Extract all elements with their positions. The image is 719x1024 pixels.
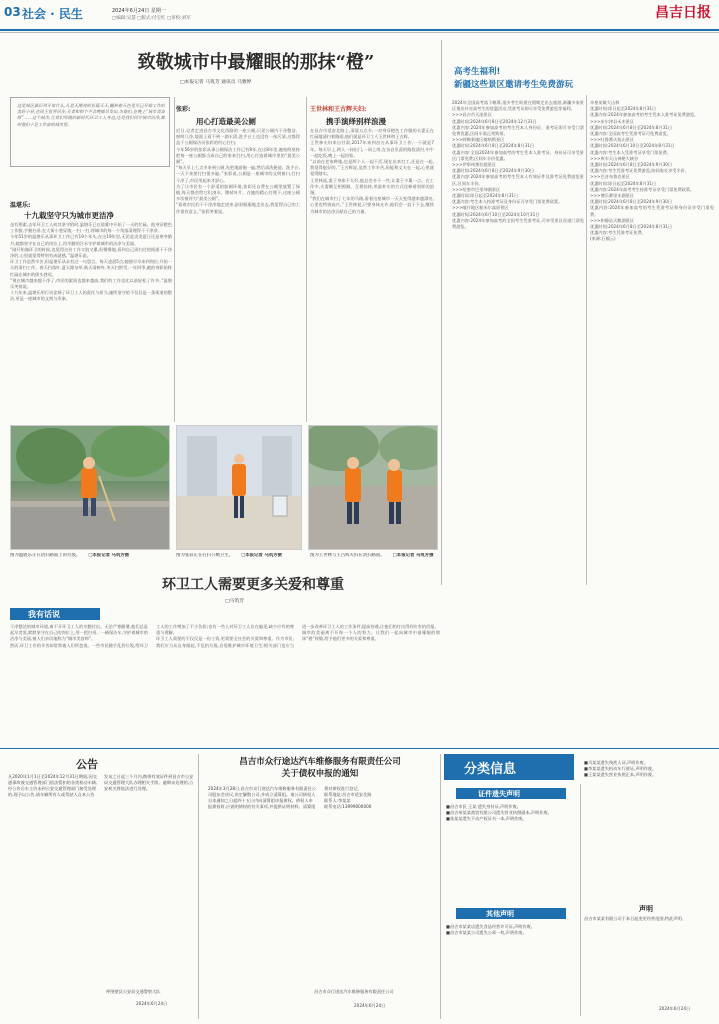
page-number: 03 xyxy=(4,5,21,19)
page-header xyxy=(0,0,719,30)
byline: □本报记者 马筑芳 通讯员 马雅婷 xyxy=(180,80,252,85)
photo2-caption xyxy=(176,553,316,559)
ads-top-rule xyxy=(0,748,719,749)
debt-box xyxy=(204,754,436,1019)
photo-toilet-cleaner xyxy=(176,425,302,550)
photo2-credit: □本报记者 马筑芳摄 xyxy=(241,553,282,558)
right-title: 高考生福利! 新疆这些景区邀请考生免费游玩 xyxy=(454,67,574,90)
classified-box xyxy=(444,754,716,1019)
photo1-credit: □本报记者 马筑芳摄 xyxy=(88,553,130,558)
photo2-caption-text: 图为张彩正在打扫公厕卫生。 xyxy=(176,553,234,558)
notice-title: 公告 xyxy=(76,758,98,771)
commentary-body: 干净整洁的城市环境,离不开环卫工人的辛勤付出。无论严寒酷暑,他们总是起早贪黑,默默坚守在自己的岗位上,用一把扫帚、一辆保洁车,守护着城市的洁净与美丽,被人们亲切地称为“城市美容师”。 然而,环卫工作的辛苦却常常被人们所忽视。一些市民随手乱扔垃圾,给环卫工人的工作增加了不少负担;也有一些人对环卫工人存在偏见,缺少应有的尊重与理解。 环卫工人需要的不仅仅是一份工资,更需要全社会的关爱和尊重。作为市民,我们应当从自身做起,不乱扔垃圾,自觉维护城市环境卫生;相关部门也应当进一步改善环卫工人的工作条件,提高待遇,让他们的付出得到应有的回报。 城市的美丽离不开每一个人的努力。让我们一起向城市中最耀眼的那抹“橙”致敬,给予他们更多的关爱和尊重。 xyxy=(10,624,440,648)
headline: 致敬城市中最耀眼的那抹“橙” xyxy=(137,52,375,73)
header-rule xyxy=(0,29,719,31)
classified-right-body: ■马某某遗失残疾人证,声明作废。 ■李某某遗失机动车行驶证,声明作废。 ■王某某遗失营业执照正本,声明作废。 xyxy=(584,760,657,777)
right-col2: 木垒英雄大山林 优惠时间:即日起至2024年8月31日 优惠内容:2024年参加高考的考生凭本人准考证免费游览。 >>>布尔津县禾木景区 优惠时间:2024年6月8日至2024年8月31日 优惠内容:全国高考生凭准考证可免费游览。 >>>吐鲁番火焰山景区 优惠时间:2024年6月10日至2024年8月31日 优惠内容:考生本人凭准考证享受门票免费。 >>>库车天山神秘大峡谷 优惠时间:2024年6月8日至2024年9月30日 优惠内容:考生凭准考证免费游览,陪同家长享受半价。 >>>巴音布鲁克景区 优惠时间:即日起至2024年8月31日 优惠内容:2024年高考考生持准考证享受门票免费政策。 >>>博乐赛里木湖景区 优惠时间:2024年6月8日至2024年9月30日 优惠内容:2024年参加高考的考生凭准考证和身份证享受门票免费。 >>>和静县天鹅湖景区 优惠时间:2024年6月8日至2024年8月31日 优惠内容:考生凭准考证免费。 (来源:石榴云) xyxy=(590,100,714,242)
section1-title: 十九载坚守只为城市更洁净 xyxy=(24,211,114,220)
notice-body: 凡2020年1月1日至2024年12月31日期间,因交通事故被交通管理部门依法暂扣的各类机动车辆,经公告后车主仍未到公安交通管理部门接受处理的,现予以公告,请车辆所有人或驾驶人自本公告发布之日起三个月内,携带有效证件到昌吉市公安局交通管理大队办理相关手续。逾期未处理的,公安机关将依法进行处理。 xyxy=(8,774,194,797)
classified-banner xyxy=(444,754,574,780)
notice-box xyxy=(6,754,196,1019)
column-divider xyxy=(441,40,442,585)
notice-date: 2024年6月24日 xyxy=(136,1001,168,1006)
lost-header xyxy=(456,788,566,799)
debt-date: 2024年6月24日 xyxy=(354,1003,386,1008)
lost-body: ■昌吉市民 王某 遗失身份证,声明作废。 ■昌吉州某某商贸有限公司遗失营业执照副本,声明作废。 ■张某某遗失不动产权证书一本,声明作废。 xyxy=(446,804,552,821)
other-header xyxy=(456,908,566,919)
debt-signature: 昌吉市众行途达汽车维修服务有限责任公司 xyxy=(314,989,394,994)
commentary-tag xyxy=(10,608,100,620)
section2-person: 张彩: xyxy=(176,106,191,113)
notice-signature: 呼图壁县公安局交通警察大队 xyxy=(106,989,161,994)
ad-divider xyxy=(440,754,441,1019)
photo3-caption xyxy=(310,553,440,559)
right-col-divider xyxy=(586,95,587,585)
section3-title: 携手演绎别样浪漫 xyxy=(326,117,386,126)
classified-divider xyxy=(580,784,581,1016)
other-title: 其他声明 xyxy=(486,910,514,918)
photo1-caption-text: 图为温堪乐正在清扫路面上的垃圾。 xyxy=(10,553,81,558)
ad-divider xyxy=(198,754,199,1019)
section-name: 社会 · 民生 xyxy=(22,7,83,21)
statement-body: 昌吉市某某有限公司于本日起变更经营范围,特此声明。 xyxy=(584,916,686,921)
newspaper-logo: 昌吉日报 xyxy=(655,5,711,21)
photo1-caption xyxy=(10,553,180,559)
lede-box xyxy=(10,97,170,167)
statement-title: 声明 xyxy=(639,905,653,913)
commentary-title: 环卫工人需要更多关爱和尊重 xyxy=(162,577,344,593)
photo3-caption-text: 图为王世林与王古辉夫妇在清扫路面。 xyxy=(310,553,385,558)
photo-couple-sweepers xyxy=(308,425,438,550)
photo-sweeper-street xyxy=(10,425,170,550)
editor-line: □编辑:吴慧 □版式:付宝红 □审校:刘军 xyxy=(112,16,191,21)
photo3-credit: □本报记者 马筑芳摄 xyxy=(392,553,434,558)
debt-body: 2024年3月28日,昌吉市众行途达汽车维修服务有限责任公司股东会决议,决定解散公司,并成立清算组。请公司债权人自本通知之日起四十五日内向清算组申报债权。债权人申报债权时,应说明债权的有关事项,并提供证明材料。清算组将对债权进行登记。 联系地址:昌吉市延安北路 联系人:李某某 联系电话:13999000000 xyxy=(208,786,372,809)
column-divider xyxy=(174,97,175,422)
section3-body: 在昌吉市延安北路上,清晨五点多,一对身穿橙色工作服的夫妻正在忙碌地清扫着路面,他们就是环卫工人王世林和王古辉。 王世林夫妇来自甘肃,2017年来到昌吉从事环卫工作,一干就是7年。每天早上,两人一同出门,一同上岗,在各自负责的路段清扫,中午一起吃饭,晚上一起回家。 “以前在老家种地,也是两个人一起干活,现在出来打工,还是在一起,我觉得挺好的。”王古辉说,虽然工作辛苦,但能和丈夫在一起,心里就觉得踏实。 王世林说,妻子身体不太好,他总会多干一些,让妻子少累一点。在工作中,夫妻俩互相照顾、互相扶持,用最朴实的方式诠释着别样的浪漫。 “我们在城市扫了七年的马路,看着这座城市一天天变得越来越漂亮,心里也特别高兴。”王世林说,只要身体允许,他们会一直干下去,继续为城市的洁净贡献自己的力量。 xyxy=(310,128,434,214)
header-rule-thin xyxy=(0,32,719,33)
issue-date: 2024年6月24日 星期一 xyxy=(112,8,166,14)
debt-title: 昌吉市众行途达汽车维修服务有限责任公司 关于债权申报的通知 xyxy=(239,757,401,779)
section3-person: 王世林和王古辉夫妇: xyxy=(310,106,367,113)
statement-date: 2024年6月24日 xyxy=(659,1006,691,1011)
lede-text: 这是城区最后到牙家什么,凡是天刚亮的长篇天天,翻转着天色是早已开始工作的美好小县,也同王世界同步,天者和和个不会晚铺早发出,为他们,在晚上“城市美容师”……这个城市,让我们所做的新时代环卫工人身边,还是我们同守城市洁净,都叫他们十足工作奋的城市里。 xyxy=(17,103,165,127)
commentary-byline: □马筑芳 xyxy=(225,599,244,604)
right-col1: 2024年全国高考落下帷幕,很多考生盼望在假期走出去旅游,新疆多家景区推出针对高考生的优惠活动,凭准考证即可享受免费游览等福利。 >>>昌吉市天池景区 优惠时间:2024年6月8日至2024年12月31日 优惠内容:2024年参加高考的考生凭本人身份证、准考证即可享受门票免费优惠,区间车需正常购票。 >>>阿勒泰地区喀纳斯景区 优惠时间:2024年6月8日至2024年8月31日 优惠内容:全国2024年参加高考的考生凭本人准考证、身份证可享受景区门票免费,区间车半价优惠。 >>>伊犁州那拉提景区 优惠时间:2024年6月8日至2024年9月30日 优惠内容:2024年参加高考的考生凭本人有效证件及准考证免费游览景区,区间车半价。 >>>哈密市巴里坤湖景区 优惠时间:即日起至2024年8月31日 优惠内容:考生本人持准考证及身份证可享受门票免费政策。 >>>喀什地区帕米尔高原景区 优惠时间:2024年6月10日至2024年10月31日 优惠内容:2024年参加高考的全国考生凭准考证,可享受景区首道门票免费游览。 xyxy=(452,100,584,230)
lost-title: 证件遗失声明 xyxy=(478,790,520,798)
section1-person: 温堪乐: xyxy=(10,202,31,209)
section2-title: 用心打造最美公厕 xyxy=(196,117,256,126)
classified-title: 分类信息 xyxy=(464,762,517,777)
commentary-tag-label: 我有话说 xyxy=(28,610,60,619)
section2-body: 近日,记者走进昌吉市文化西路的一座公厕,只见公厕内干净整洁、窗明几净,地面上看不到一滴水渍,洗手台上也没有一丝污渍,这都得益于公厕保洁员张彩的用心打扫。 今年56岁的张彩从事公厕保洁工作已有8年,在这8年里,她始终坚持把每一座公厕都当成自己的家来打扫,用心打造着城市里的“最美公厕”。 “每天早上七点多来到公厕,先把地面拖一遍,然后清洗便池、洗手台,一天下来要打扫很多遍。”张彩说,公厕是一座城市的文明窗口,打扫干净了,市民用起来才舒心。 为了让市民有一个舒适的如厕环境,张彩还自费在公厕里放置了绿植,每天都会给它们浇水、擦拭叶片。在她的精心打理下,这座公厕多次被评为“最美公厕”。 “看着市民们干干净净地走进来,舒舒服服地走出去,我觉得自己的工作很有意义。”张彩笑着说。 xyxy=(176,128,300,214)
other-body: ■昌吉市某某店遗失食品经营许可证,声明作废。 ■昌吉市某某公司遗失公章一枚,声明作废。 xyxy=(446,924,536,935)
column-divider xyxy=(306,97,307,422)
section1-body: 虽有要素,去年环卫工人何其坚守的时,温堪乐已在晨雾中开始了一天的忙碌。他身穿橙色工作服,手握扫帚,在大街小巷穿梭,一扫一扫,将城市的每一个角落清理得干干净净。 今年51岁的温堪乐从事环卫工作已有19个年头,在这19年里,无论是炎炎夏日还是寒冬腊月,她都坚守在自己的岗位上,用辛勤的汗水守护着城市的洁净与美丽。 “刚开始做环卫的时候,也觉得这份工作又脏又累,但慢慢地,看到自己清扫过的街道干干净净的,心里就觉得特别有成就感。”温堪乐说。 环卫工作虽然辛苦,但温堪乐从未有过一句怨言。每天凌晨5点,她便早早来到岗位,开始一天的清扫工作。春天扫落叶,夏天除杂草,秋天清树叶,冬天扫积雪,一年四季,她的身影始终忙碌在城市的街头巷尾。 “现在城市越来越干净了,市民的素质也越来越高,我们的工作也比以前轻松了许多。”温堪乐笑着说。 十九年来,温堪乐用行动诠释了环卫工人的责任与担当,她所坚守的不仅仅是一条街道的整洁,更是一座城市的文明与形象。 xyxy=(10,222,172,302)
